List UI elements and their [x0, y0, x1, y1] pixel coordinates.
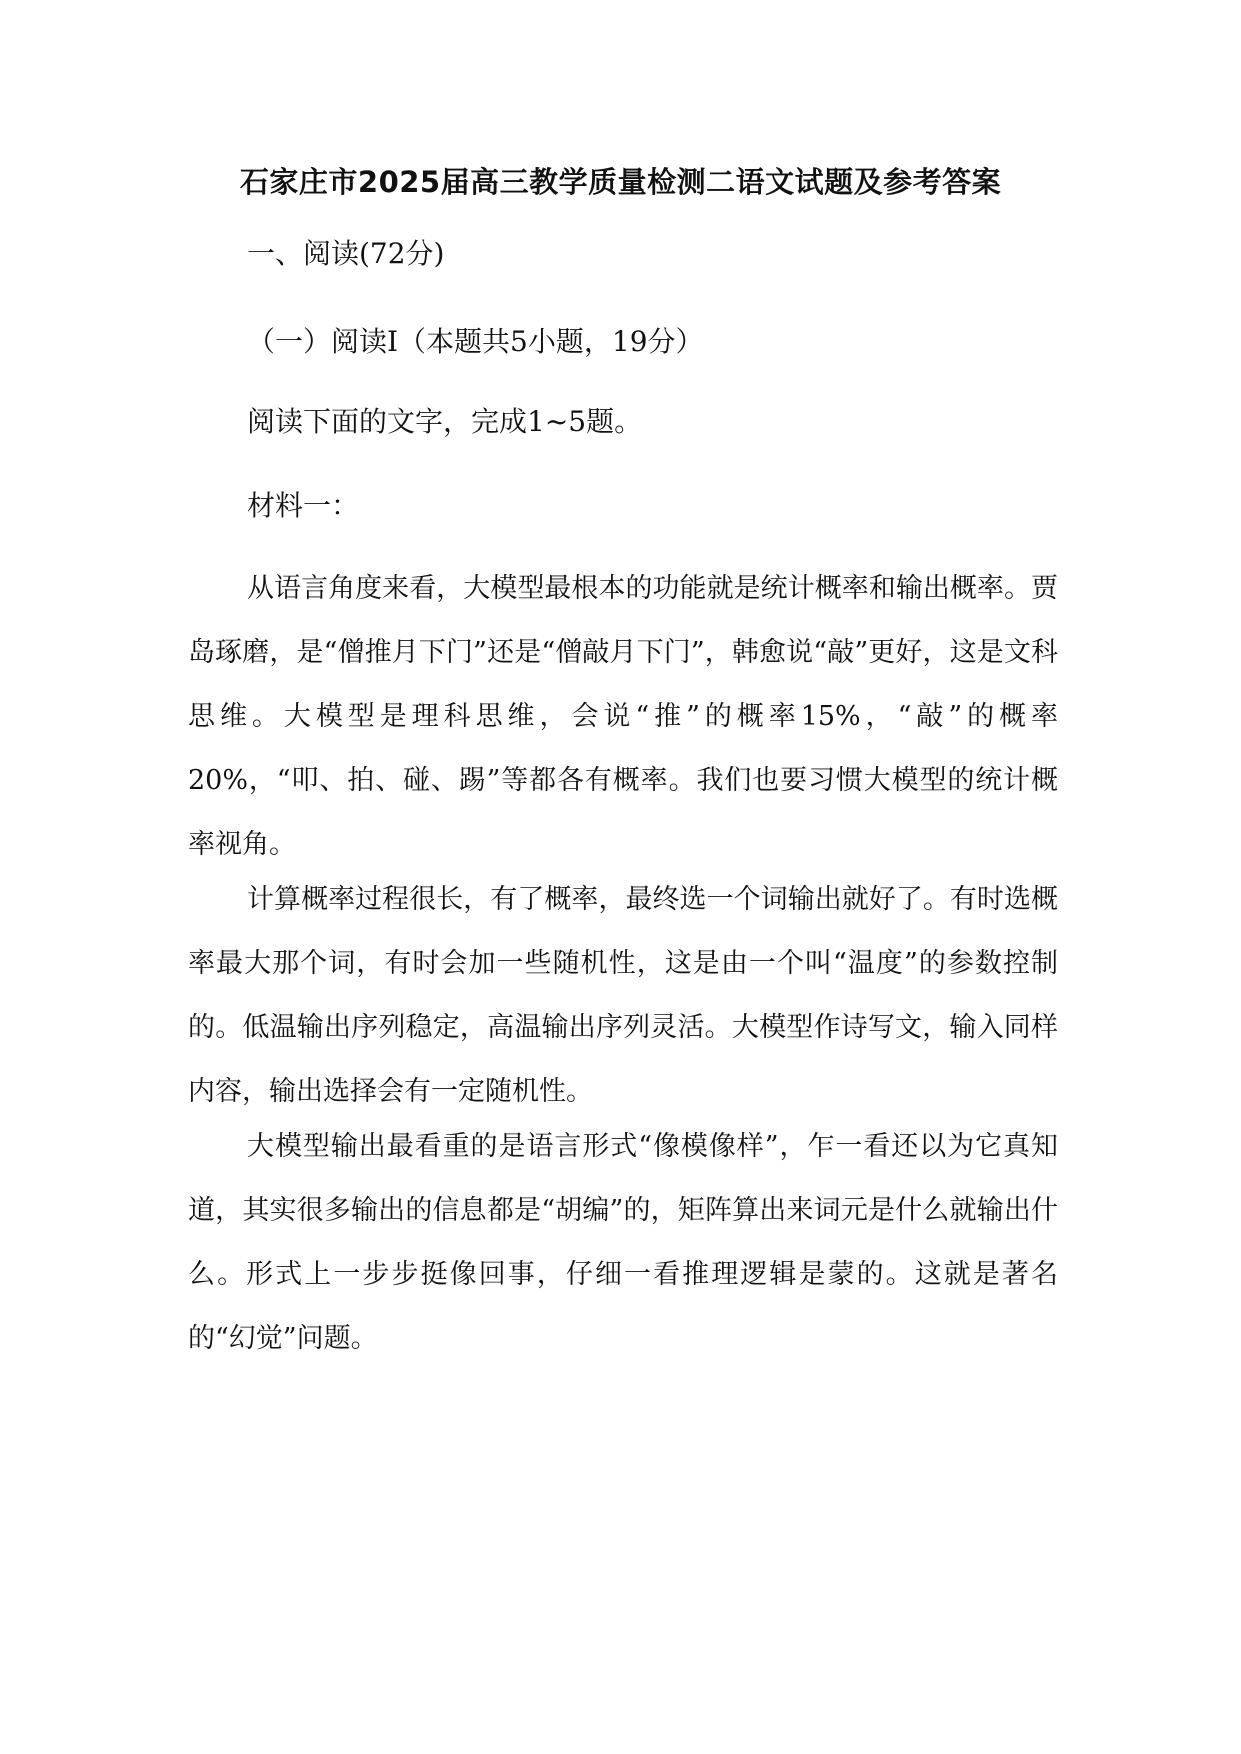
subsection-heading: （一）阅读Ⅰ（本题共5小题，19分）	[247, 325, 704, 358]
paragraph-3: 大模型输出最看重的是语言形式“像模像样”，乍一看还以为它真知道，其实很多输出的信息都是“胡编”的，矩阵算出来词元是什么就输出什么。形式上一步步挺像回事，仔细一看推理逻辑是蒙的。这就是著名的“幻觉”问题。	[188, 1131, 1058, 1354]
paragraph-1: 从语言角度来看，大模型最根本的功能就是统计概率和输出概率。贾岛琢磨，是“僧推月下门”还是“僧敲月下门”，韩愈说“敲”更好，这是文科思维。大模型是理科思维，会说“推”的概率15%，“敲”的概率20%，“叩、拍、碰、踢”等都各有概率。我们也要习惯大模型的统计概率视角。	[188, 573, 1058, 860]
paragraph-2: 计算概率过程很长，有了概率，最终选一个词输出就好了。有时选概率最大那个词，有时会加一些随机性，这是由一个叫“温度”的参数控制的。低温输出序列稳定，高温输出序列灵活。大模型作诗写文，输入同样内容，输出选择会有一定随机性。	[188, 884, 1058, 1107]
document-title: 石家庄市2025届高三教学质量检测二语文试题及参考答案	[239, 165, 1002, 199]
reading-instruction: 阅读下面的文字，完成1~5题。	[247, 405, 643, 438]
section-heading: 一、阅读(72分)	[247, 237, 445, 270]
material-label: 材料一：	[247, 489, 360, 522]
